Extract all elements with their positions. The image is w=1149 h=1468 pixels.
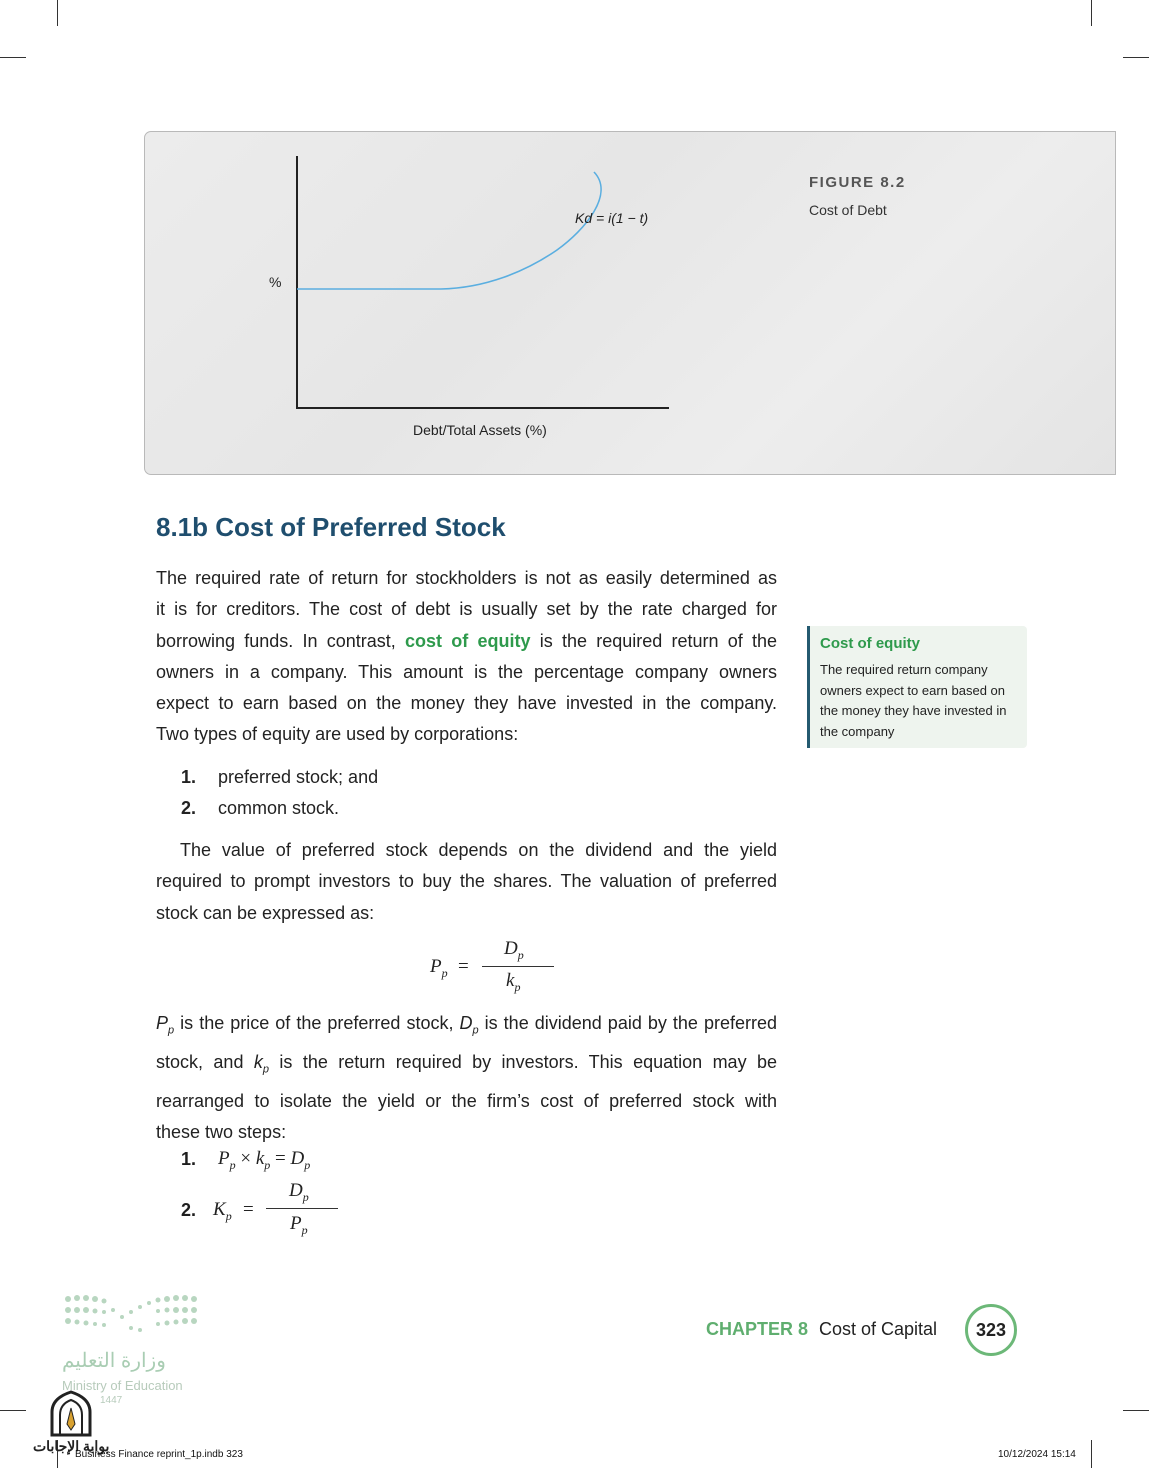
eq-symbol: D xyxy=(289,1180,303,1201)
print-slug-file: Business Finance reprint_1p.indb 323 xyxy=(75,1449,243,1460)
crop-mark xyxy=(0,1410,26,1411)
text-line xyxy=(156,1047,777,1086)
text-line: The value of preferred stock depends on the dividend and the yield xyxy=(180,840,777,860)
text-line xyxy=(156,626,777,657)
eq-subscript: p xyxy=(302,1189,309,1204)
ministry-name-english: Ministry of Education xyxy=(62,1378,183,1393)
eq-subscript: p xyxy=(229,1157,236,1172)
text-line: these two steps: xyxy=(156,1122,287,1143)
text-line: owners in a company. This amount is the percentage company owners xyxy=(156,661,777,682)
equation-lhs xyxy=(430,956,448,981)
ministry-year: 1447 xyxy=(100,1395,123,1406)
math-symbol: D xyxy=(459,1013,473,1033)
equity-types-list xyxy=(181,762,378,824)
text-fragment: is the price of the preferred stock, xyxy=(174,1013,460,1033)
ministry-name-arabic: وزارة التعليم xyxy=(62,1350,166,1372)
fraction-bar xyxy=(482,966,554,967)
math-subscript: p xyxy=(168,1024,175,1037)
text-fragment: is the dividend paid by the preferred xyxy=(478,1013,777,1033)
equation-numerator xyxy=(504,938,524,963)
eq-subscript: p xyxy=(301,1222,308,1237)
eq-subscript: p xyxy=(514,979,521,994)
print-slug-date: 10/12/2024 15:14 xyxy=(998,1449,1076,1460)
eq-symbol: k xyxy=(506,970,515,991)
list-text: preferred stock; and xyxy=(218,767,379,787)
x-axis-label: Debt/Total Assets (%) xyxy=(413,422,547,438)
equation-equals: = xyxy=(243,1199,254,1220)
eq-subscript: p xyxy=(304,1157,311,1172)
fraction-bar xyxy=(266,1208,338,1209)
text-line: stock can be expressed as: xyxy=(156,902,375,923)
list-number: 2. xyxy=(181,798,197,818)
eq-subscript: p xyxy=(225,1208,232,1223)
page-number: 323 xyxy=(965,1304,1017,1356)
text-fragment: is the return required by investors. This equation may be xyxy=(269,1051,778,1072)
math-symbol: k xyxy=(253,1051,263,1072)
eq-symbol: P xyxy=(290,1213,302,1234)
key-term: cost of equity xyxy=(405,630,531,651)
text-line: it is for creditors. The cost of debt is usually set by the rate charged for xyxy=(156,599,777,620)
valuation-paragraph xyxy=(156,835,777,929)
glossary-term: Cost of equity xyxy=(820,635,920,652)
math-symbol: P xyxy=(156,1013,169,1033)
figure-panel xyxy=(144,131,1116,475)
text-fragment: stock, and xyxy=(156,1051,254,1072)
text-line: rearranged to isolate the yield or the firm’s cost of preferred stock with xyxy=(156,1090,777,1111)
crop-mark xyxy=(1123,1410,1149,1411)
eq-symbol: P xyxy=(218,1148,230,1169)
curve-label: Kd = i(1 − t) xyxy=(575,210,649,226)
eq-operator: = xyxy=(270,1148,291,1169)
chapter-title: Cost of Capital xyxy=(819,1319,938,1339)
eq-symbol: D xyxy=(290,1148,305,1169)
watermark-text: بوابة الإجابات xyxy=(33,1438,110,1454)
chapter-label: CHAPTER 8 xyxy=(706,1319,809,1339)
step-number: 1. xyxy=(181,1149,197,1169)
eq-symbol: K xyxy=(213,1199,226,1220)
eq-subscript: p xyxy=(517,947,524,962)
intro-paragraph xyxy=(156,563,777,751)
crop-mark xyxy=(1091,0,1092,26)
math-subscript: p xyxy=(262,1063,269,1076)
text-fragment: is the required return of the xyxy=(530,630,777,651)
crop-mark xyxy=(1123,57,1149,58)
equation-denominator xyxy=(506,970,520,995)
step-number: 2. xyxy=(181,1200,197,1220)
glossary-definition: The required return company owners expect to earn based on the money they have invested in the company xyxy=(820,662,1007,739)
step-2-lhs xyxy=(213,1199,232,1224)
glossary-sidebar xyxy=(807,626,1027,748)
eq-symbol: k xyxy=(255,1148,265,1169)
math-subscript: p xyxy=(472,1024,479,1037)
eq-operator: × xyxy=(235,1148,256,1169)
text-line: Two types of equity are used by corporations: xyxy=(156,724,519,745)
crop-mark xyxy=(0,57,26,58)
y-axis-label: % xyxy=(269,274,282,290)
eq-symbol: D xyxy=(504,938,518,959)
cost-of-debt-curve xyxy=(297,172,601,289)
equation-equals: = xyxy=(458,956,469,977)
list-item xyxy=(181,793,378,824)
list-text: common stock. xyxy=(218,798,340,818)
text-line: The required rate of return for stockholders is not as easily determined as xyxy=(156,568,777,588)
eq-subscript: p xyxy=(264,1157,271,1172)
definitions-paragraph xyxy=(156,1008,777,1148)
figure-caption: Cost of Debt xyxy=(809,202,887,218)
list-number: 1. xyxy=(181,767,197,787)
text-line xyxy=(156,1008,777,1047)
crop-mark xyxy=(1091,1440,1092,1468)
text-line: required to prompt investors to buy the shares. The valuation of preferred xyxy=(156,871,777,892)
figure-tag: FIGURE 8.2 xyxy=(809,174,906,191)
step-1-equation xyxy=(218,1148,310,1173)
cost-of-debt-graph xyxy=(145,132,1117,476)
step-2-numerator xyxy=(289,1180,309,1205)
text-fragment: borrowing funds. In contrast, xyxy=(156,630,406,651)
crop-mark xyxy=(57,0,58,26)
text-line: expect to earn based on the money they have invested in the company. xyxy=(156,693,777,714)
section-heading: 8.1b Cost of Preferred Stock xyxy=(156,512,506,542)
step-2-denominator xyxy=(290,1213,308,1238)
eq-subscript: p xyxy=(441,965,448,980)
eq-symbol: P xyxy=(430,956,442,977)
list-item xyxy=(181,762,378,793)
